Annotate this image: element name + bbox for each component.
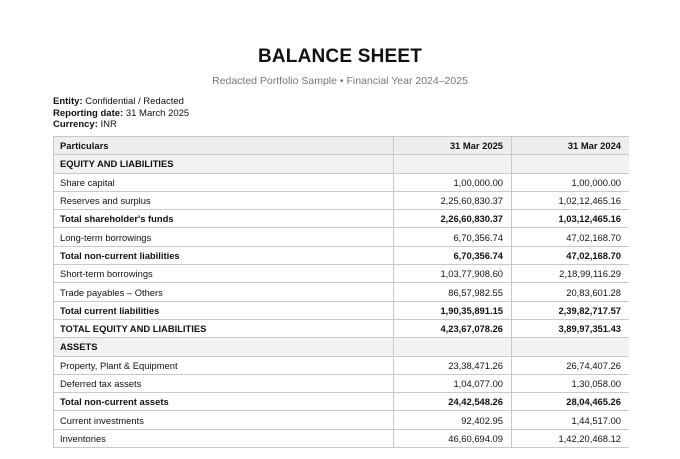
row-value-2024: 47,02,168.70 (512, 228, 630, 246)
row-value-2025: 86,57,982.55 (394, 283, 512, 301)
row-value-2024: 1,30,058.00 (512, 374, 630, 392)
report-meta (53, 96, 189, 131)
row-value-2024: 26,74,407.26 (512, 356, 630, 374)
row-label: Property, Plant & Equipment (54, 356, 394, 374)
page-subtitle: Redacted Portfolio Sample • Financial Year 2024–2025 (212, 75, 468, 87)
row-value-2024: 1,03,12,465.16 (512, 210, 630, 228)
meta-currency-value: INR (100, 119, 117, 130)
row-value-2024 (512, 155, 630, 173)
row-value-2025: 1,00,000.00 (394, 173, 512, 191)
row-value-2024: 28,04,465.26 (512, 393, 630, 411)
meta-date-value: 31 March 2025 (125, 107, 190, 119)
row-value-2024: 20,83,601.28 (512, 283, 630, 301)
row-label: Total non-current liabilities (54, 246, 394, 264)
table-total-row (54, 301, 630, 319)
row-value-2025: 1,03,77,908.60 (394, 265, 512, 283)
table-row (54, 411, 630, 429)
table-section-row (54, 338, 630, 356)
row-label: Total shareholder's funds (54, 210, 394, 228)
row-label: Deferred tax assets (54, 374, 394, 392)
table-total-row (54, 393, 630, 411)
row-label: EQUITY AND LIABILITIES (54, 155, 394, 173)
table-row (54, 173, 630, 191)
row-value-2025: 6,70,356.74 (394, 228, 512, 246)
meta-date-label: Reporting date: (53, 107, 124, 119)
meta-currency-label: Currency: (53, 119, 98, 130)
row-label: Reserves and surplus (54, 191, 394, 209)
row-label: Current investments (54, 411, 394, 429)
table-body (54, 155, 630, 448)
row-value-2025: 2,26,60,830.37 (394, 210, 512, 228)
table-row (54, 228, 630, 246)
row-label: TOTAL EQUITY AND LIABILITIES (54, 319, 394, 337)
row-value-2024 (512, 338, 630, 356)
table-row (54, 191, 630, 209)
row-value-2024: 2,18,99,116.29 (512, 265, 630, 283)
meta-entity-value: Confidential / Redacted (85, 96, 184, 107)
row-value-2024: 1,00,000.00 (512, 173, 630, 191)
meta-entity-label: Entity: (53, 96, 83, 107)
row-value-2025: 4,23,67,078.26 (394, 319, 512, 337)
row-label: Share capital (54, 173, 394, 191)
meta-entity (53, 96, 189, 108)
row-value-2024: 47,02,168.70 (512, 246, 630, 264)
table-row (54, 374, 630, 392)
row-value-2025 (394, 155, 512, 173)
table-total-row (54, 319, 630, 337)
balance-sheet-table-container (53, 136, 629, 459)
row-value-2025: 24,42,548.26 (394, 393, 512, 411)
column-header-particulars: Particulars (54, 137, 394, 155)
row-value-2024: 1,44,517.00 (512, 411, 630, 429)
column-header-2025: 31 Mar 2025 (394, 137, 512, 155)
row-value-2024: 3,89,97,351.43 (512, 319, 630, 337)
meta-currency (53, 119, 189, 131)
row-label: Long-term borrowings (54, 228, 394, 246)
row-value-2024: 2,39,82,717.57 (512, 301, 630, 319)
meta-reporting-date (53, 108, 189, 120)
row-label: Short-term borrowings (54, 265, 394, 283)
row-value-2024: 1,02,12,465.16 (512, 191, 630, 209)
row-label: Inventories (54, 429, 394, 447)
row-label: ASSETS (54, 338, 394, 356)
table-header-row (54, 137, 630, 155)
row-value-2025: 1,90,35,891.15 (394, 301, 512, 319)
row-label: Trade payables – Others (54, 283, 394, 301)
page-title: BALANCE SHEET (257, 46, 423, 67)
row-value-2025: 6,70,356.74 (394, 246, 512, 264)
table-row (54, 356, 630, 374)
row-value-2025: 2,25,60,830.37 (394, 191, 512, 209)
table-total-row (54, 210, 630, 228)
row-label: Total non-current assets (54, 393, 394, 411)
row-value-2025 (394, 338, 512, 356)
row-value-2025: 1,04,077.00 (394, 374, 512, 392)
table-section-row (54, 155, 630, 173)
balance-sheet-table (53, 136, 629, 448)
row-value-2024: 1,42,20,468.12 (512, 429, 630, 447)
column-header-2024: 31 Mar 2024 (512, 137, 630, 155)
row-value-2025: 23,38,471.26 (394, 356, 512, 374)
row-value-2025: 92,402.95 (394, 411, 512, 429)
table-row (54, 283, 630, 301)
row-label: Total current liabilities (54, 301, 394, 319)
table-row (54, 429, 630, 447)
table-total-row (54, 246, 630, 264)
row-value-2025: 46,60,694.09 (394, 429, 512, 447)
table-row (54, 265, 630, 283)
